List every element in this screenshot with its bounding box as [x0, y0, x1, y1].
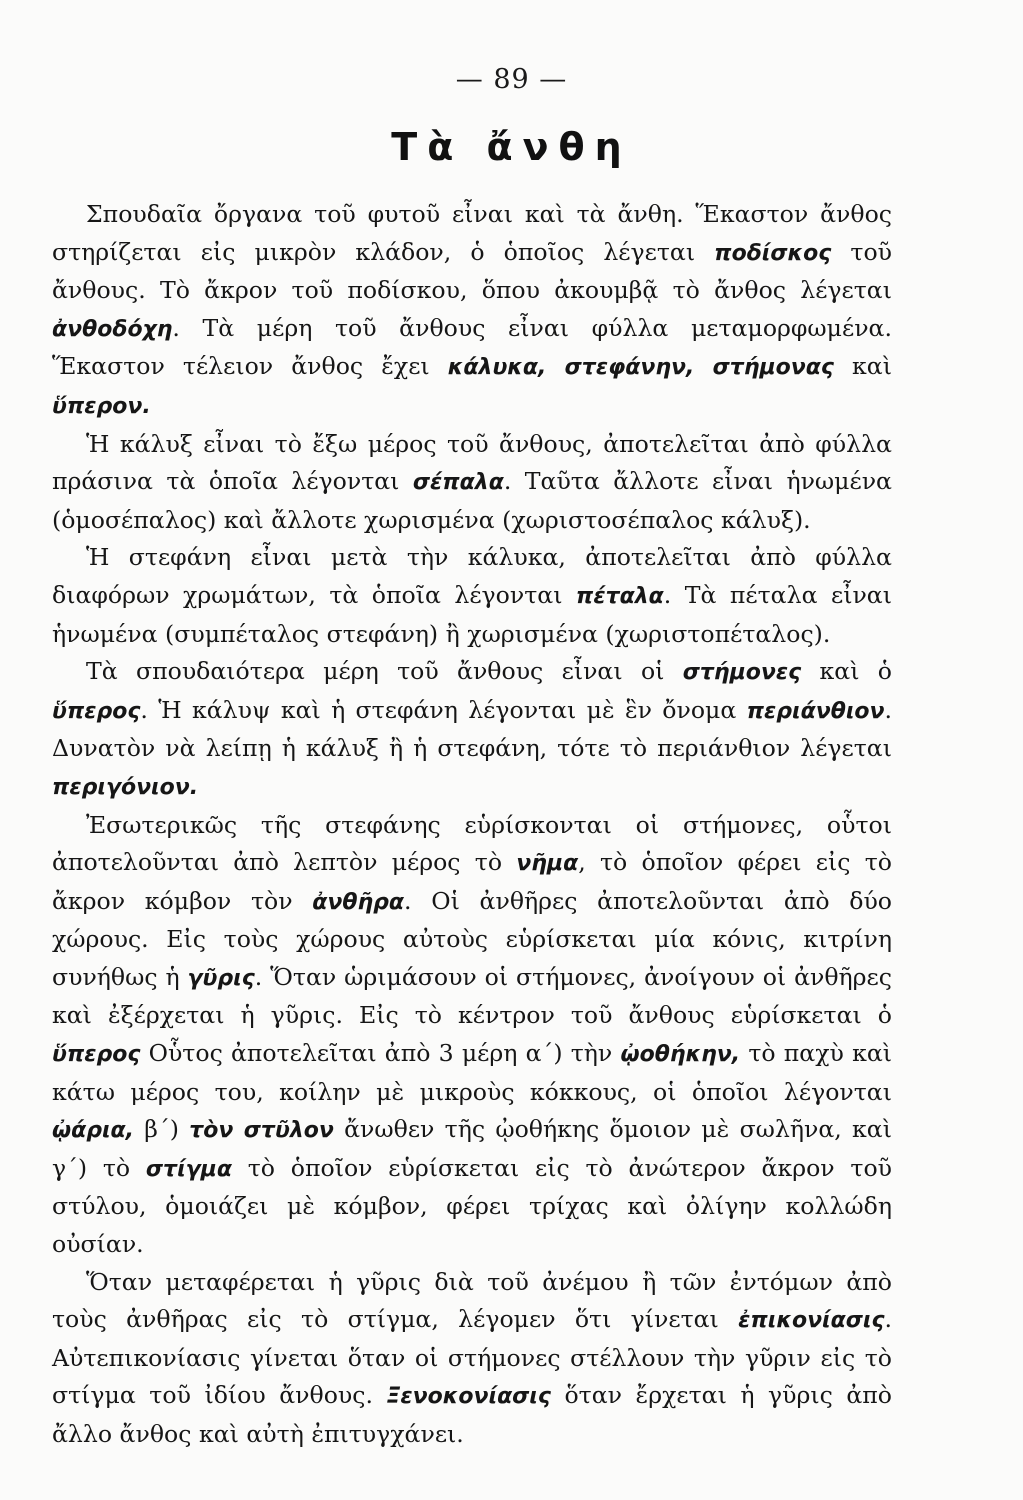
paragraph: [52, 1264, 892, 1454]
key-term: Ξενοκονίασις: [386, 1384, 551, 1410]
text-run: ὅταν ἔρχεται ἡ γῦρις ἀπὸ ἄλλο ἄνθος καὶ αὐτὴ ἐπιτυγχάνει.: [52, 1381, 892, 1448]
key-term: πέταλα: [575, 583, 664, 609]
key-term: στίγμα: [145, 1156, 232, 1182]
text-run: . Ταῦτα ἄλλοτε εἶναι ἡνωμένα (ὁμοσέπαλος) καὶ ἄλλοτε χωρισμένα (χωριστοσέπαλος κάλυξ).: [52, 467, 892, 534]
key-term: ᾠοθήκην,: [620, 1042, 741, 1068]
key-term: στήμονες: [682, 660, 802, 686]
page-number: — 89 —: [455, 64, 568, 95]
key-term: σέπαλα: [412, 470, 504, 496]
text-run: Ὅταν μεταφέρεται ἡ γῦρις διὰ τοῦ ἀνέμου ἢ τῶν ἐντόμων ἀπὸ τοὺς ἀνθῆρας εἰς τὸ στίγμα, λέγομεν ὅτι γίνεται: [52, 1267, 892, 1334]
text-run: . Δυνατὸν νὰ λείπῃ ἡ κάλυξ ἢ ἡ στεφάνη, τότε τὸ περιάνθιον λέγεται: [52, 695, 892, 763]
text-run: . Ὅταν ὡριμάσουν οἱ στήμονες, ἀνοίγουν οἱ ἀνθῆρες καὶ ἐξέρχεται ἡ γῦρις. Εἰς τὸ κέντρον τοῦ ἄνθους εὑρίσκεται ὁ: [52, 962, 892, 1030]
text-run: Ἡ στεφάνη εἶναι μετὰ τὴν κάλυκα, ἀποτελεῖται ἀπὸ φύλλα διαφόρων χρωμάτων, τὰ ὁποῖα λέγονται: [52, 543, 892, 609]
text-run: τὸ ὁποῖον εὑρίσκεται εἰς τὸ ἀνώτερον ἄκρον τοῦ στύλου, ὁμοιάζει μὲ κόμβον, φέρει τρίχας καὶ ὀλίγην κολλώδη οὐσίαν.: [52, 1153, 892, 1259]
text-run: , τὸ ὁποῖον φέρει εἰς τὸ ἄκρον κόμβον τὸν: [52, 848, 892, 915]
key-term: γῦρις: [187, 965, 255, 991]
key-term: ἀνθῆρα: [312, 889, 405, 915]
text-run: . Τὰ μέρη τοῦ ἄνθους εἶναι φύλλα μεταμορφωμένα. Ἕκαστον τέλειον ἄνθος ἔχει: [52, 313, 892, 381]
paragraph: [52, 539, 892, 653]
paragraph: [52, 196, 892, 426]
key-term: περιάνθιον: [746, 698, 885, 724]
key-term: κάλυκα, στεφάνην, στήμονας: [447, 355, 834, 381]
paragraph: [52, 653, 892, 806]
text-run: ἄνωθεν τῆς ᾠοθήκης ὅμοιον μὲ σωλῆνα, καὶ γ΄) τὸ: [52, 1115, 892, 1182]
key-term: ἀνθοδόχη: [52, 316, 173, 342]
text-run: τὸ παχὺ καὶ κάτω μέρος του, κοίλην μὲ μικροὺς κόκκους, οἱ ὁποῖοι λέγονται: [52, 1039, 892, 1106]
text-run: . Τὰ πέταλα εἶναι ἡνωμένα (συμπέταλος στεφάνη) ἢ χωρισμένα (χωριστοπέταλος).: [52, 580, 892, 648]
text-run: Ἡ κάλυξ εἶναι τὸ ἔξω μέρος τοῦ ἄνθους, ἀποτελεῖται ἀπὸ φύλλα πράσινα τὰ ὁποῖα λέγονται: [52, 429, 892, 496]
text-run: β΄): [134, 1115, 190, 1144]
body-text: [52, 196, 892, 1454]
paragraph: [52, 807, 892, 1264]
key-term: ὕπερος: [52, 698, 141, 724]
text-run: . Ἡ κάλυψ καὶ ἡ στεφάνη λέγονται μὲ ἓν ὄνομα: [140, 695, 747, 724]
key-term: ἐπικονίασις: [738, 1308, 885, 1334]
text-run: . Αὐτεπικονίασις γίνεται ὅταν οἱ στήμονες στέλλουν τὴν γῦριν εἰς τὸ στίγμα τοῦ ἰδίου ἄνθους.: [52, 1305, 892, 1410]
text-run: Σπουδαῖα ὄργανα τοῦ φυτοῦ εἶναι καὶ τὰ ἄνθη. Ἕκαστον ἄνθος στηρίζεται εἰς μικρὸν κλάδον, ὁ ὁποῖος λέγεται: [52, 200, 892, 266]
text-run: Τὰ σπουδαιότερα μέρη τοῦ ἄνθους εἶναι οἱ: [86, 657, 683, 686]
key-term: τὸν στῦλον: [189, 1118, 334, 1144]
key-term: περιγόνιον.: [52, 774, 199, 800]
text-run: Ἐσωτερικῶς τῆς στεφάνης εὑρίσκονται οἱ στήμονες, οὗτοι ἀποτελοῦνται ἀπὸ λεπτὸν μέρος τὸ: [52, 810, 892, 877]
text-run: τοῦ ἄνθους. Τὸ ἄκρον τοῦ ποδίσκου, ὅπου ἀκουμβᾷ τὸ ἄνθος λέγεται: [52, 237, 892, 305]
key-term: ὕπερον.: [52, 393, 151, 419]
text-run: καὶ: [833, 352, 892, 381]
key-term: ᾠάρια,: [52, 1118, 135, 1144]
key-term: ὕπερος: [52, 1042, 141, 1068]
page-title: Τὰ ἄνθη: [391, 125, 632, 169]
key-term: ποδίσκος: [714, 240, 832, 266]
text-run: καὶ ὁ: [801, 657, 892, 686]
key-term: νῆμα: [516, 851, 579, 877]
text-run: Οὗτος ἀποτελεῖται ἀπὸ 3 μέρη α΄) τὴν: [140, 1039, 621, 1068]
paragraph: [52, 426, 892, 540]
text-run: . Οἱ ἀνθῆρες ἀποτελοῦνται ἀπὸ δύο χώρους. Εἰς τοὺς χώρους αὐτοὺς εὑρίσκεται μία κόνις, κιτρίνη συνήθως ἡ: [52, 886, 892, 991]
